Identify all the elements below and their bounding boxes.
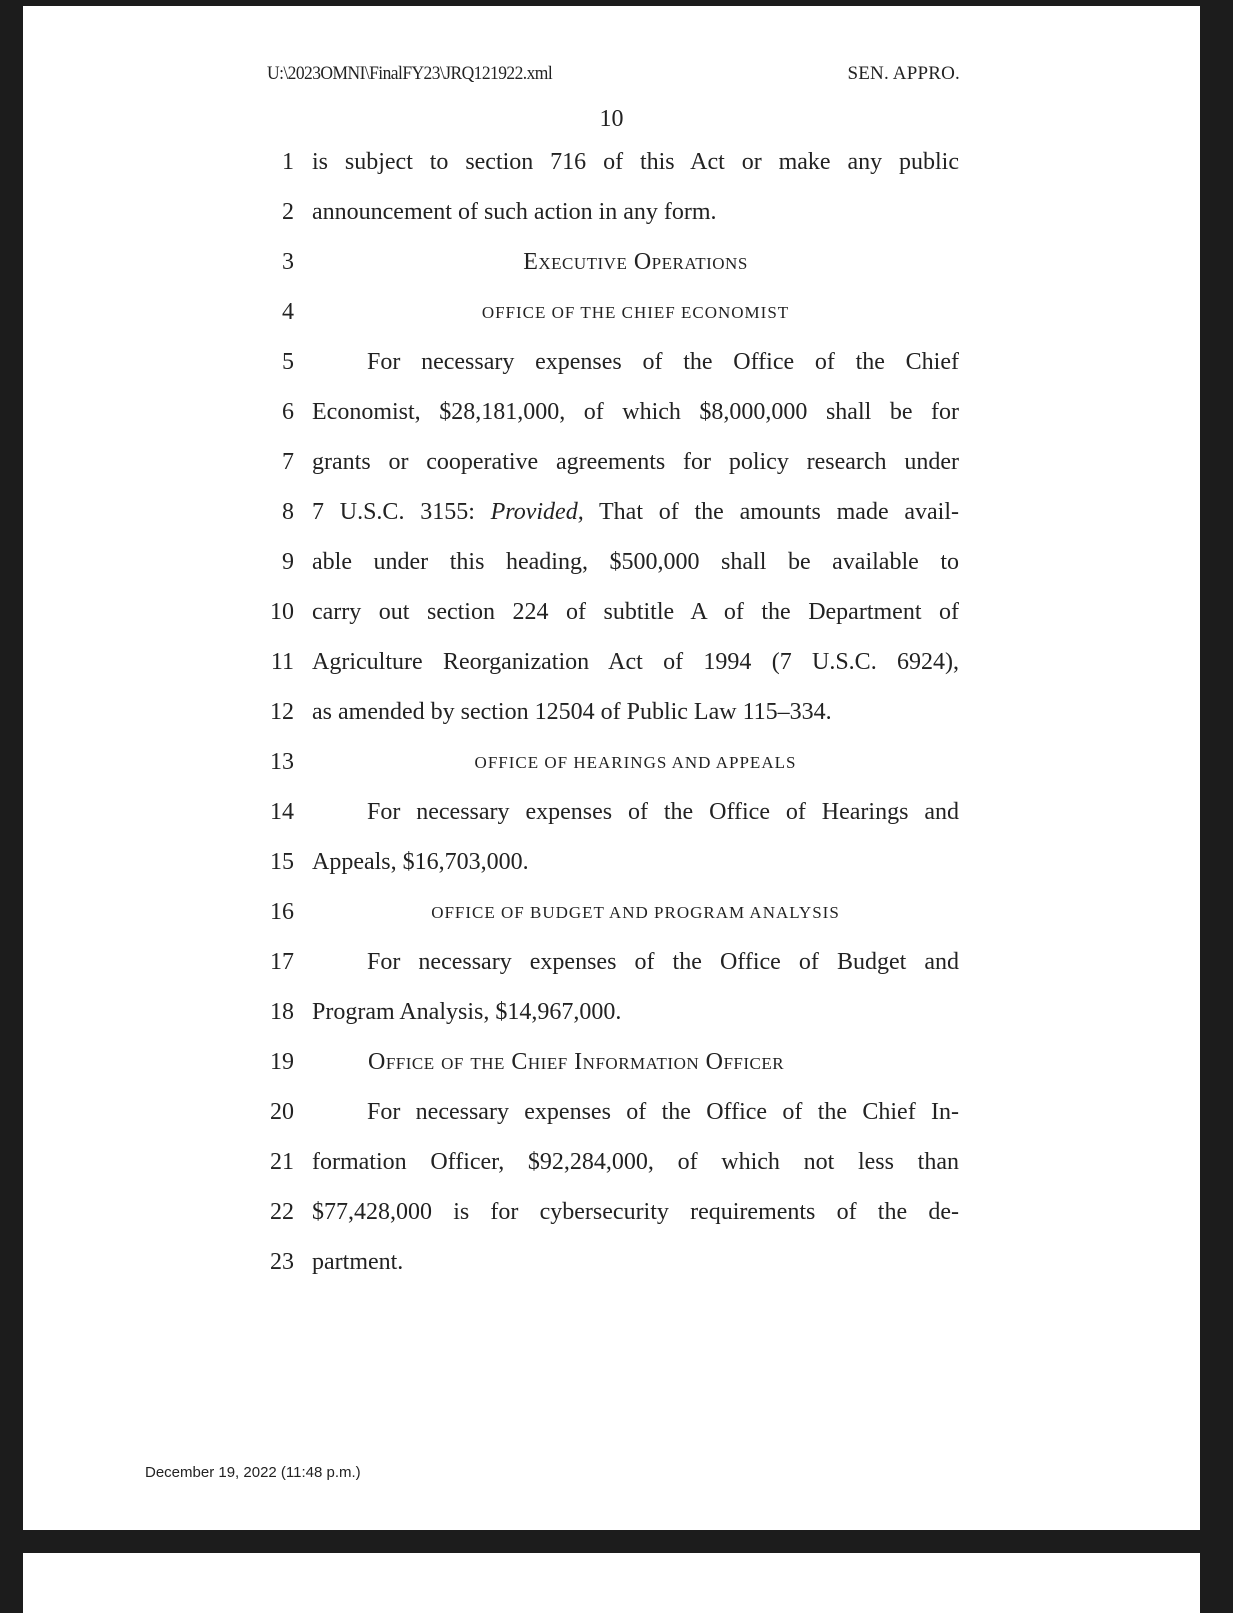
line-21 <box>23 1149 1200 1189</box>
page-number: 10 <box>599 106 624 132</box>
line-number: 23 <box>270 1249 294 1275</box>
line-text-post: That of the amounts made avail- <box>583 499 959 525</box>
line-1 <box>23 149 1200 189</box>
subheading-chief-economist: OFFICE OF THE CHIEF ECONOMIST <box>481 303 790 322</box>
line-number: 20 <box>270 1099 294 1125</box>
line-number: 18 <box>270 999 294 1025</box>
line-number: 13 <box>270 749 294 775</box>
line-number: 10 <box>270 599 294 625</box>
line-22 <box>23 1199 1200 1239</box>
line-text-pre: 7 U.S.C. 3155: <box>312 499 491 525</box>
line-8 <box>23 499 1200 539</box>
line-2 <box>23 199 1200 239</box>
line-number: 17 <box>270 949 294 975</box>
line-number: 6 <box>282 399 294 425</box>
line-number: 3 <box>282 249 294 275</box>
line-text: For necessary expenses of the Office of Hearings and <box>367 799 959 825</box>
line-text: Agriculture Reorganization Act of 1994 (7 U.S.C. 6924), <box>312 649 959 675</box>
line-text: For necessary expenses of the Office of the Chief In- <box>367 1099 959 1125</box>
section-heading-executive-operations: Executive Operations <box>523 249 748 275</box>
line-text: is subject to section 716 of this Act or make any public <box>312 149 959 175</box>
line-number: 8 <box>282 499 294 525</box>
line-19 <box>23 1049 1200 1089</box>
line-number: 15 <box>270 849 294 875</box>
line-text: as amended by section 12504 of Public Law 115–334. <box>312 699 832 725</box>
line-text <box>312 499 959 526</box>
line-6 <box>23 399 1200 439</box>
line-14 <box>23 799 1200 839</box>
line-text: announcement of such action in any form. <box>312 199 717 225</box>
section-heading-chief-information-officer: Office of the Chief Information Officer <box>368 1049 785 1075</box>
line-number: 4 <box>282 299 294 325</box>
line-10 <box>23 599 1200 639</box>
line-7 <box>23 449 1200 489</box>
line-text: carry out section 224 of subtitle A of the Department of <box>312 599 959 625</box>
line-text: grants or cooperative agreements for policy research under <box>312 449 959 475</box>
line-number: 19 <box>270 1049 294 1075</box>
line-number: 16 <box>270 899 294 925</box>
line-number: 7 <box>282 449 294 475</box>
line-text: For necessary expenses of the Office of Budget and <box>367 949 959 975</box>
line-5 <box>23 349 1200 389</box>
line-9 <box>23 549 1200 589</box>
committee-header: SEN. APPRO. <box>847 63 960 84</box>
line-text: Economist, $28,181,000, of which $8,000,000 shall be for <box>312 399 959 425</box>
line-3 <box>23 249 1200 289</box>
line-text: Program Analysis, $14,967,000. <box>312 999 622 1025</box>
line-number: 11 <box>270 649 294 675</box>
line-text: Appeals, $16,703,000. <box>312 849 529 875</box>
file-path-header: U:\2023OMNI\FinalFY23\JRQ121922.xml <box>267 63 553 84</box>
next-page <box>23 1553 1200 1613</box>
line-16 <box>23 899 1200 939</box>
line-text: For necessary expenses of the Office of the Chief <box>367 349 959 375</box>
line-20 <box>23 1099 1200 1139</box>
line-number: 12 <box>270 699 294 725</box>
line-number: 9 <box>282 549 294 575</box>
document-page <box>23 6 1200 1530</box>
line-number: 21 <box>270 1149 294 1175</box>
line-text: formation Officer, $92,284,000, of which not less than <box>312 1149 959 1175</box>
line-23 <box>23 1249 1200 1289</box>
footer-timestamp: December 19, 2022 (11:48 p.m.) <box>145 1464 361 1481</box>
line-11 <box>23 649 1200 689</box>
line-15 <box>23 849 1200 889</box>
subheading-budget-program-analysis: OFFICE OF BUDGET AND PROGRAM ANALYSIS <box>431 903 840 922</box>
provided-italic: Provided, <box>490 499 584 525</box>
line-number: 14 <box>270 799 294 825</box>
line-number: 1 <box>282 149 294 175</box>
line-17 <box>23 949 1200 989</box>
line-13 <box>23 749 1200 789</box>
line-text: $77,428,000 is for cybersecurity requirements of the de- <box>312 1199 959 1225</box>
line-text: able under this heading, $500,000 shall be available to <box>312 549 959 575</box>
line-number: 2 <box>282 199 294 225</box>
line-number: 22 <box>270 1199 294 1225</box>
subheading-hearings-appeals: OFFICE OF HEARINGS AND APPEALS <box>474 753 797 772</box>
line-4 <box>23 299 1200 339</box>
line-text: partment. <box>312 1249 404 1275</box>
line-number: 5 <box>282 349 294 375</box>
line-12 <box>23 699 1200 739</box>
line-18 <box>23 999 1200 1039</box>
